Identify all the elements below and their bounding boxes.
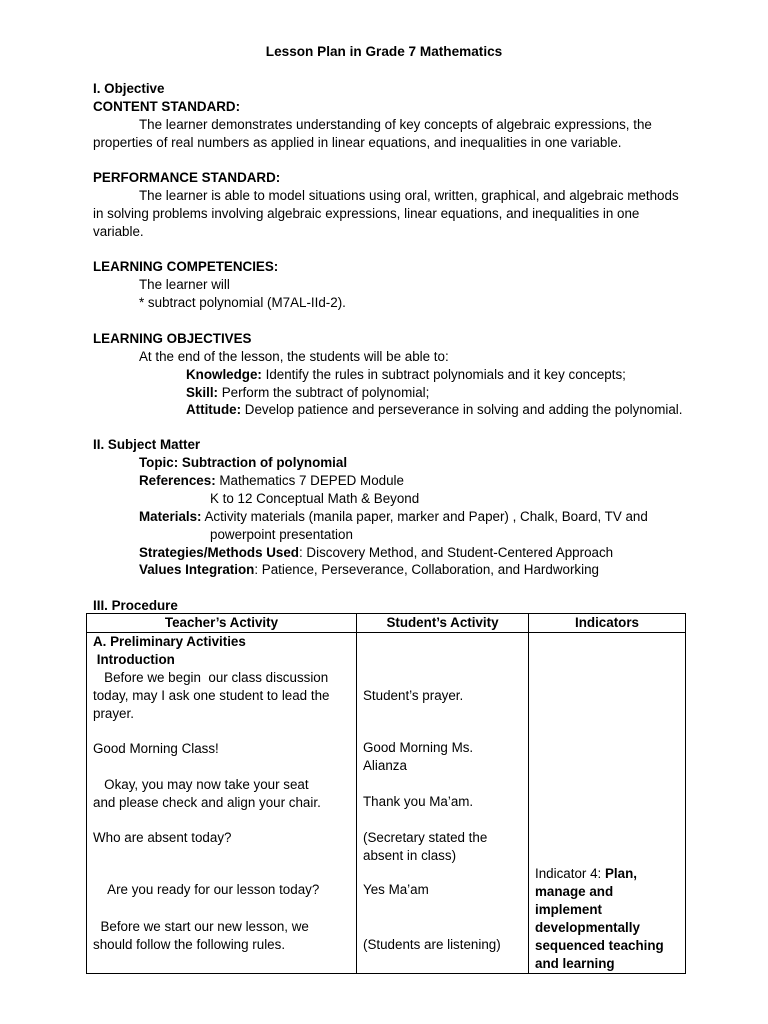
teacher-line: Good Morning Class!: [93, 741, 219, 756]
attitude-label: Attitude:: [186, 402, 242, 417]
skill-text: Perform the subtract of polynomial;: [218, 385, 430, 400]
teacher-line: prayer.: [93, 706, 134, 721]
references-label: References:: [139, 473, 216, 488]
student-line: absent in class): [363, 848, 457, 863]
materials-line2: powerpoint presentation: [210, 527, 353, 542]
values-text: : Patience, Perseverance, Collaboration, and Hardworking: [254, 562, 599, 577]
topic: Topic: Subtraction of polynomial: [139, 455, 348, 470]
teacher-line: Who are absent today?: [93, 830, 232, 845]
knowledge-objective: [186, 366, 626, 384]
indicators-cell: [529, 633, 686, 974]
procedure-heading: III. Procedure: [93, 598, 178, 613]
learning-objectives-intro: At the end of the lesson, the students will be able to:: [139, 349, 449, 364]
indicator-line: developmentally: [535, 920, 640, 935]
strategies: [139, 544, 613, 562]
references-line1: Mathematics 7 DEPED Module: [215, 473, 404, 488]
student-line: Alianza: [363, 758, 407, 773]
student-activity-cell: [357, 633, 529, 974]
attitude-objective: [186, 401, 683, 419]
teacher-line: Okay, you may now take your seat: [93, 777, 309, 792]
teacher-line: Before we start our new lesson, we: [93, 919, 309, 934]
learning-competencies-line1: The learner will: [139, 277, 230, 292]
indicator-text: Plan,: [604, 866, 637, 881]
indicator-line: and learning: [535, 956, 615, 971]
skill-label: Skill:: [186, 385, 218, 400]
student-line: (Students are listening): [363, 937, 501, 952]
procedure-header-row: [87, 614, 686, 633]
learning-competencies-line2: * subtract polynomial (M7AL-IId-2).: [139, 295, 346, 310]
teacher-line: and please check and align your chair.: [93, 795, 321, 810]
header-student-activity: Student’s Activity: [357, 614, 529, 633]
learning-objectives-label: LEARNING OBJECTIVES: [93, 331, 252, 346]
content-standard-line1: The learner demonstrates understanding of key concepts of algebraic expressions, the: [139, 117, 652, 132]
content-standard-line2: properties of real numbers as applied in linear equations, and inequalities in one variable.: [93, 135, 622, 150]
header-indicators: Indicators: [529, 614, 686, 633]
learning-competencies-label: LEARNING COMPETENCIES:: [93, 259, 279, 274]
preliminary-activities: A. Preliminary Activities: [93, 634, 246, 649]
student-line: Student’s prayer.: [363, 688, 464, 703]
values-label: Values Integration: [139, 562, 255, 577]
teacher-line: today, may I ask one student to lead the: [93, 688, 330, 703]
strategies-label: Strategies/Methods Used: [139, 545, 299, 560]
indicator-line: sequenced teaching: [535, 938, 664, 953]
references: [139, 472, 404, 490]
subject-matter-heading: II. Subject Matter: [93, 437, 201, 452]
performance-standard-line3: variable.: [93, 224, 144, 239]
student-line: Yes Ma’am: [363, 882, 429, 897]
indicator-line: [535, 865, 637, 883]
introduction-heading: Introduction: [93, 652, 175, 667]
references-line2: K to 12 Conceptual Math & Beyond: [210, 491, 420, 506]
performance-standard-label: PERFORMANCE STANDARD:: [93, 170, 281, 185]
materials-label: Materials:: [139, 509, 202, 524]
student-line: (Secretary stated the: [363, 830, 488, 845]
teacher-line: Before we begin our class discussion: [93, 670, 329, 685]
procedure-table: [86, 613, 686, 974]
objective-heading: I. Objective: [93, 81, 165, 96]
procedure-body-row: [87, 633, 686, 974]
attitude-text: Develop patience and perseverance in solving and adding the polynomial.: [241, 402, 683, 417]
knowledge-text: Identify the rules in subtract polynomials and it key concepts;: [261, 367, 626, 382]
indicator-label: Indicator 4:: [535, 866, 605, 881]
indicator-line: implement: [535, 902, 602, 917]
teacher-line: should follow the following rules.: [93, 937, 286, 952]
teacher-activity-cell: [87, 633, 357, 974]
content-standard-label: CONTENT STANDARD:: [93, 99, 241, 114]
header-teacher-activity: Teacher’s Activity: [87, 614, 357, 633]
performance-standard-line2: in solving problems involving algebraic expressions, linear equations, and inequalities in one: [93, 206, 640, 221]
knowledge-label: Knowledge:: [186, 367, 262, 382]
indicator-line: manage and: [535, 884, 614, 899]
values-integration: [139, 561, 599, 579]
skill-objective: [186, 384, 429, 402]
performance-standard-line1: The learner is able to model situations using oral, written, graphical, and algebraic methods: [139, 188, 679, 203]
teacher-line: Are you ready for our lesson today?: [93, 882, 320, 897]
student-line: Good Morning Ms.: [363, 740, 474, 755]
materials: [139, 508, 648, 526]
strategies-text: : Discovery Method, and Student-Centered Approach: [298, 545, 614, 560]
materials-line1: Activity materials (manila paper, marker and Paper) , Chalk, Board, TV and: [201, 509, 648, 524]
student-line: Thank you Ma’am.: [363, 794, 474, 809]
page-title: Lesson Plan in Grade 7 Mathematics: [265, 44, 503, 59]
